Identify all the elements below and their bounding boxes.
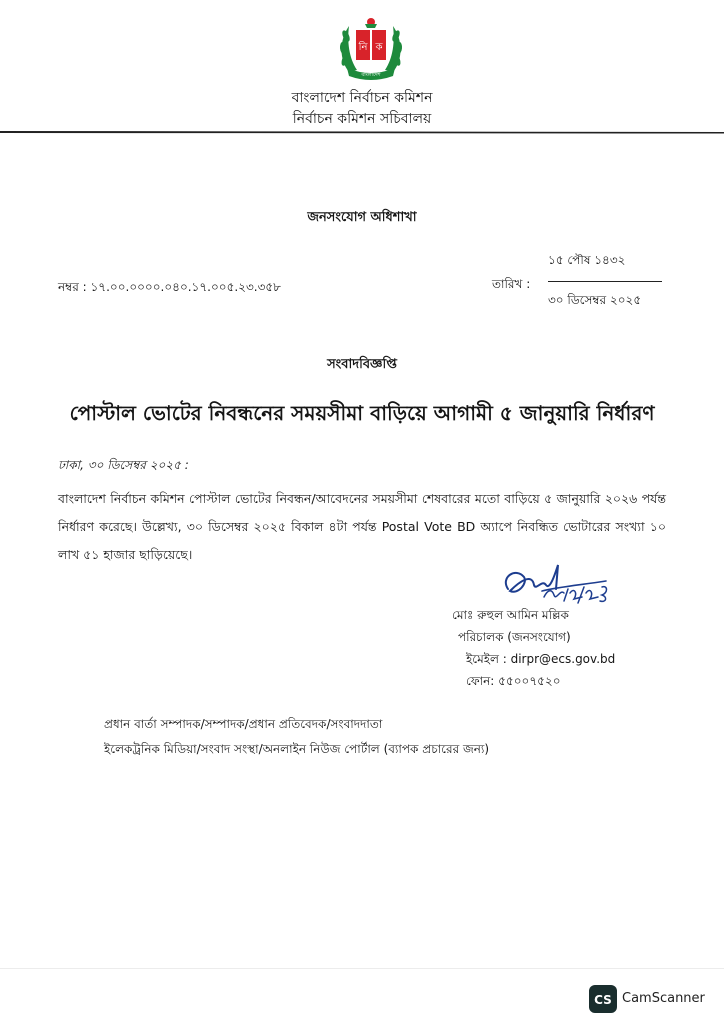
signatory-email: ইমেইল : dirpr@ecs.gov.bd xyxy=(466,652,616,666)
date-divider xyxy=(548,281,662,282)
distribution-line-2: ইলেকট্রনিক মিডিয়া/সংবাদ সংস্থা/অনলাইন নিউজ পোর্টাল (ব্যাপক প্রচারের জন্য) xyxy=(104,742,490,756)
department-name: জনসংযোগ অধিশাখা xyxy=(307,210,417,225)
secretariat-name: নির্বাচন কমিশন সচিবালয় xyxy=(292,111,432,127)
camscanner-watermark: CamScanner xyxy=(622,991,705,1006)
camscanner-logo-icon xyxy=(589,985,617,1013)
svg-text:ক: ক xyxy=(375,42,383,53)
svg-text:নি: নি xyxy=(358,42,368,53)
memo-number: নম্বর : ১৭.০০.০০০০.০৪০.১৭.০০৫.২৩.৩৫৮ xyxy=(58,280,281,294)
election-commission-emblem xyxy=(335,14,407,86)
svg-text:CS: CS xyxy=(594,993,612,1007)
footer-divider xyxy=(0,968,724,969)
dateline: ঢাকা, ৩০ ডিসেম্বর ২০২৫ : xyxy=(58,458,189,472)
emblem-label: বাংলাদেশ xyxy=(361,72,381,78)
date-bangla-calendar: ১৫ পৌষ ১৪৩২ xyxy=(548,253,626,267)
body-paragraph: বাংলাদেশ নির্বাচন কমিশন পোস্টাল ভোটের নিবন্ধন/আবেদনের সময়সীমা শেষবারের মতো বাড়িয়ে ৫ জানুয়ারি ২০২৬ পর্যন্ত নির্ধারণ করেছে। উল্লেখ্য, ৩০ ডিসেম্বর ২০২৫ বিকাল ৪টা পর্যন্ত Postal Vote BD অ্যাপে নিবন্ধিত ভোটারের সংখ্যা ১০ লাখ ৫১ হাজার ছাড়িয়েছে। xyxy=(58,491,666,562)
organization-name: বাংলাদেশ নির্বাচন কমিশন xyxy=(291,90,433,106)
signatory-phone: ফোন: ৫৫০০৭৫২০ xyxy=(466,674,561,688)
headline: পোস্টাল ভোটের নিবন্ধনের সময়সীমা বাড়িয়ে আগামী ৫ জানুয়ারি নির্ধারণ xyxy=(69,401,655,425)
date-label: তারিখ : xyxy=(492,277,531,291)
signatory-designation: পরিচালক (জনসংযোগ) xyxy=(458,630,571,644)
signatory-name: মোঃ রুহুল আমিন মল্লিক xyxy=(452,608,569,622)
date-gregorian: ৩০ ডিসেম্বর ২০২৫ xyxy=(548,293,642,307)
press-release-title: সংবাদবিজ্ঞপ্তি xyxy=(327,357,397,372)
handwritten-signature xyxy=(498,559,616,607)
header-divider xyxy=(0,131,724,134)
distribution-line-1: প্রধান বার্তা সম্পাদক/সম্পাদক/প্রধান প্রতিবেদক/সংবাদদাতা xyxy=(104,717,383,731)
